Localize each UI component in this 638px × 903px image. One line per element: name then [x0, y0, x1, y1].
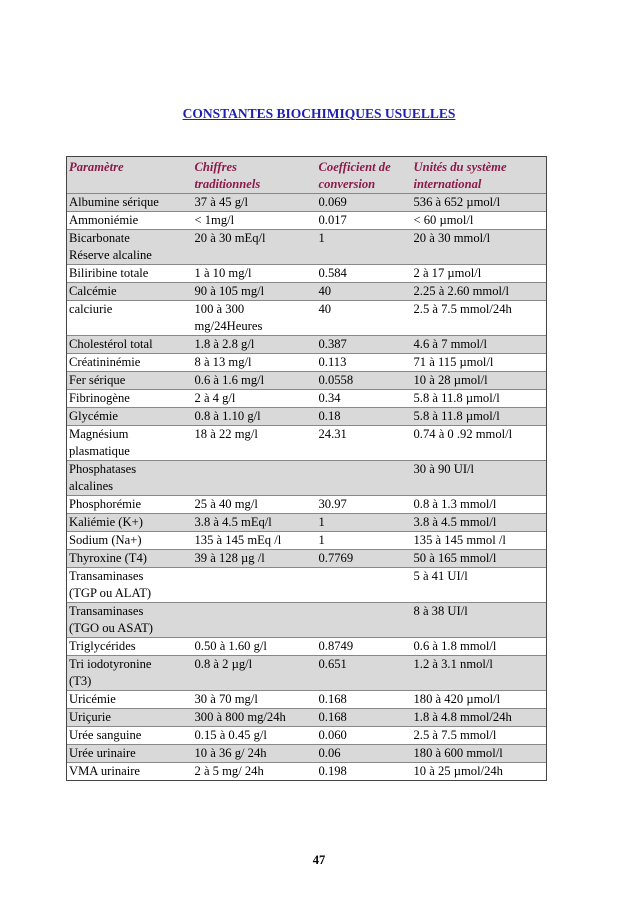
cell-unites-si: 4.6 à 7 mmol/l [412, 336, 547, 354]
header-chiffres-traditionnels: Chiffres traditionnels [193, 157, 317, 194]
table-row [67, 727, 547, 745]
table-row [67, 763, 547, 781]
cell-coefficient: 0.069 [317, 194, 412, 212]
cell-chiffres: 0.8 à 2 µg/l [193, 656, 317, 691]
cell-parametre: VMA urinaire [67, 763, 193, 781]
cell-chiffres: 18 à 22 mg/l [193, 426, 317, 461]
cell-parametre: Transaminases (TGP ou ALAT) [67, 568, 193, 603]
table-row [67, 745, 547, 763]
cell-unites-si: 0.74 à 0 .92 mmol/l [412, 426, 547, 461]
cell-chiffres: 135 à 145 mEq /l [193, 532, 317, 550]
cell-parametre: Transaminases (TGO ou ASAT) [67, 603, 193, 638]
biochemical-constants-table [66, 156, 547, 781]
cell-unites-si: 180 à 420 µmol/l [412, 691, 547, 709]
table-row [67, 568, 547, 603]
cell-chiffres: 100 à 300 mg/24Heures [193, 301, 317, 336]
cell-unites-si: 20 à 30 mmol/l [412, 230, 547, 265]
cell-chiffres: 20 à 30 mEq/l [193, 230, 317, 265]
cell-chiffres: 0.50 à 1.60 g/l [193, 638, 317, 656]
cell-unites-si: 2 à 17 µmol/l [412, 265, 547, 283]
cell-coefficient: 0.017 [317, 212, 412, 230]
cell-coefficient: 0.34 [317, 390, 412, 408]
cell-unites-si: 5 à 41 UI/l [412, 568, 547, 603]
cell-coefficient: 40 [317, 301, 412, 336]
cell-chiffres: 1.8 à 2.8 g/l [193, 336, 317, 354]
table-row [67, 336, 547, 354]
cell-parametre: Biliribine totale [67, 265, 193, 283]
cell-unites-si: 2.5 à 7.5 mmol/24h [412, 301, 547, 336]
cell-chiffres [193, 603, 317, 638]
cell-chiffres: 0.15 à 0.45 g/l [193, 727, 317, 745]
table-row [67, 301, 547, 336]
table-row [67, 514, 547, 532]
cell-parametre: calciurie [67, 301, 193, 336]
cell-parametre: Cholestérol total [67, 336, 193, 354]
cell-coefficient: 0.198 [317, 763, 412, 781]
table-row [67, 408, 547, 426]
cell-chiffres: 37 à 45 g/l [193, 194, 317, 212]
cell-chiffres: 30 à 70 mg/l [193, 691, 317, 709]
cell-coefficient: 0.060 [317, 727, 412, 745]
cell-coefficient [317, 568, 412, 603]
header-parametre: Paramètre [67, 157, 193, 194]
cell-coefficient: 0.168 [317, 691, 412, 709]
cell-parametre: Fibrinogène [67, 390, 193, 408]
cell-parametre: Urée urinaire [67, 745, 193, 763]
table-row [67, 194, 547, 212]
table-row [67, 691, 547, 709]
cell-unites-si: 3.8 à 4.5 mmol/l [412, 514, 547, 532]
cell-unites-si: 71 à 115 µmol/l [412, 354, 547, 372]
cell-coefficient: 0.113 [317, 354, 412, 372]
cell-parametre: Magnésium plasmatique [67, 426, 193, 461]
cell-unites-si: 0.6 à 1.8 mmol/l [412, 638, 547, 656]
cell-unites-si: 10 à 25 µmol/24h [412, 763, 547, 781]
cell-coefficient: 40 [317, 283, 412, 301]
cell-coefficient: 1 [317, 532, 412, 550]
cell-chiffres: 10 à 36 g/ 24h [193, 745, 317, 763]
table-row [67, 230, 547, 265]
cell-coefficient: 1 [317, 230, 412, 265]
cell-coefficient: 0.0558 [317, 372, 412, 390]
table-row [67, 265, 547, 283]
cell-coefficient: 0.06 [317, 745, 412, 763]
cell-parametre: Créatininémie [67, 354, 193, 372]
cell-coefficient: 0.8749 [317, 638, 412, 656]
cell-parametre: Urée sanguine [67, 727, 193, 745]
cell-parametre: Sodium (Na+) [67, 532, 193, 550]
page-number: 47 [312, 853, 326, 867]
cell-coefficient: 1 [317, 514, 412, 532]
cell-chiffres: 0.8 à 1.10 g/l [193, 408, 317, 426]
cell-unites-si: 1.8 à 4.8 mmol/24h [412, 709, 547, 727]
table-row [67, 354, 547, 372]
cell-parametre: Triglycérides [67, 638, 193, 656]
cell-unites-si: 1.2 à 3.1 nmol/l [412, 656, 547, 691]
cell-unites-si: 5.8 à 11.8 µmol/l [412, 390, 547, 408]
cell-parametre: Calcémie [67, 283, 193, 301]
cell-chiffres: 39 à 128 µg /l [193, 550, 317, 568]
cell-coefficient: 0.18 [317, 408, 412, 426]
cell-coefficient: 0.584 [317, 265, 412, 283]
table-row [67, 550, 547, 568]
cell-unites-si: 536 à 652 µmol/l [412, 194, 547, 212]
cell-parametre: Bicarbonate Réserve alcaline [67, 230, 193, 265]
cell-parametre: Kaliémie (K+) [67, 514, 193, 532]
cell-parametre: Albumine sérique [67, 194, 193, 212]
cell-unites-si: 5.8 à 11.8 µmol/l [412, 408, 547, 426]
cell-chiffres: 2 à 5 mg/ 24h [193, 763, 317, 781]
cell-unites-si: 180 à 600 mmol/l [412, 745, 547, 763]
cell-chiffres: 25 à 40 mg/l [193, 496, 317, 514]
cell-chiffres: 2 à 4 g/l [193, 390, 317, 408]
table-row [67, 390, 547, 408]
cell-unites-si: 2.5 à 7.5 mmol/l [412, 727, 547, 745]
cell-chiffres [193, 461, 317, 496]
table-row [67, 283, 547, 301]
table-row [67, 638, 547, 656]
cell-coefficient [317, 603, 412, 638]
table-row [67, 496, 547, 514]
cell-chiffres: 90 à 105 mg/l [193, 283, 317, 301]
cell-coefficient: 0.7769 [317, 550, 412, 568]
table-row [67, 709, 547, 727]
cell-unites-si: 50 à 165 mmol/l [412, 550, 547, 568]
cell-unites-si: 135 à 145 mmol /l [412, 532, 547, 550]
cell-chiffres: 3.8 à 4.5 mEq/l [193, 514, 317, 532]
table-row [67, 603, 547, 638]
table-row [67, 656, 547, 691]
cell-parametre: Uriçurie [67, 709, 193, 727]
cell-chiffres: 1 à 10 mg/l [193, 265, 317, 283]
table-body [67, 194, 547, 781]
table-row [67, 532, 547, 550]
cell-coefficient [317, 461, 412, 496]
cell-coefficient: 0.387 [317, 336, 412, 354]
table-header-row [67, 157, 547, 194]
cell-chiffres: < 1mg/l [193, 212, 317, 230]
cell-parametre: Thyroxine (T4) [67, 550, 193, 568]
cell-unites-si: 8 à 38 UI/l [412, 603, 547, 638]
cell-chiffres: 8 à 13 mg/l [193, 354, 317, 372]
cell-unites-si: < 60 µmol/l [412, 212, 547, 230]
cell-parametre: Glycémie [67, 408, 193, 426]
cell-unites-si: 2.25 à 2.60 mmol/l [412, 283, 547, 301]
table-row [67, 426, 547, 461]
cell-parametre: Phosphorémie [67, 496, 193, 514]
cell-chiffres: 300 à 800 mg/24h [193, 709, 317, 727]
cell-coefficient: 0.168 [317, 709, 412, 727]
table-row [67, 461, 547, 496]
table-row [67, 212, 547, 230]
cell-coefficient: 24.31 [317, 426, 412, 461]
cell-unites-si: 30 à 90 UI/l [412, 461, 547, 496]
cell-chiffres [193, 568, 317, 603]
cell-chiffres: 0.6 à 1.6 mg/l [193, 372, 317, 390]
cell-coefficient: 30.97 [317, 496, 412, 514]
cell-unites-si: 0.8 à 1.3 mmol/l [412, 496, 547, 514]
table-row [67, 372, 547, 390]
cell-unites-si: 10 à 28 µmol/l [412, 372, 547, 390]
header-unites-si: Unités du système international [412, 157, 547, 194]
cell-parametre: Tri iodotyronine (T3) [67, 656, 193, 691]
page-title: CONSTANTES BIOCHIMIQUES USUELLES [182, 106, 456, 121]
cell-coefficient: 0.651 [317, 656, 412, 691]
cell-parametre: Phosphatases alcalines [67, 461, 193, 496]
cell-parametre: Fer sérique [67, 372, 193, 390]
cell-parametre: Ammoniémie [67, 212, 193, 230]
header-coefficient-conversion: Coefficient de conversion [317, 157, 412, 194]
cell-parametre: Uricémie [67, 691, 193, 709]
